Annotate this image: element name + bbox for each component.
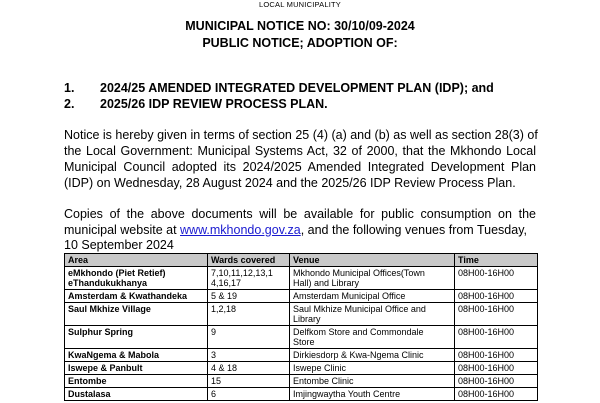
cell-venue-line: Store <box>293 337 315 347</box>
cell-area-line: Dustalasa <box>68 389 111 399</box>
table-row <box>65 375 538 388</box>
table-row <box>65 267 538 290</box>
cell-venue <box>290 375 455 388</box>
cell-wards <box>208 303 290 326</box>
cell-time <box>455 375 538 388</box>
cell-wards-line: 3 <box>211 350 217 360</box>
cell-area <box>65 388 208 401</box>
cell-time-line: 08H00-16H00 <box>458 350 515 360</box>
cell-wards <box>208 290 290 303</box>
item-1-number: 1. <box>64 81 75 95</box>
cell-venue <box>290 267 455 290</box>
cell-venue-line: Iswepe Clinic <box>293 363 347 373</box>
table-row <box>65 290 538 303</box>
cell-time <box>455 326 538 349</box>
table-row <box>65 326 538 349</box>
header-area: Area <box>65 254 208 267</box>
cell-area-line: Iswepe & Panbult <box>68 363 143 373</box>
notice-title: MUNICIPAL NOTICE NO: 30/10/09-2024 <box>185 19 415 33</box>
cell-venue-line: Amsterdam Municipal Office <box>293 291 406 301</box>
cell-area <box>65 375 208 388</box>
cell-wards-line: 5 & 19 <box>211 291 238 301</box>
cell-wards <box>208 375 290 388</box>
cell-time <box>455 388 538 401</box>
cell-wards-line: 15 <box>211 376 222 386</box>
cell-wards-line: 4,16,17 <box>211 278 242 288</box>
item-2-number: 2. <box>64 97 75 111</box>
cell-venue-line: Library <box>293 314 321 324</box>
cell-time <box>455 362 538 375</box>
cell-wards-line: 1,2,18 <box>211 304 237 314</box>
cell-area-line: Sulphur Spring <box>68 327 133 337</box>
cell-time-line: 08H00-16H00 <box>458 376 515 386</box>
paragraph-1-line-1: Notice is hereby given in terms of section 25 (4) (a) and (b) as well as section 28(3) of <box>64 128 538 142</box>
cell-venue <box>290 388 455 401</box>
cell-time <box>455 349 538 362</box>
cell-area-line: Saul Mkhize Village <box>68 304 151 314</box>
cell-area-line: KwaNgema & Mabola <box>68 350 160 360</box>
cell-wards <box>208 326 290 349</box>
header-wards: Wards covered <box>208 254 290 267</box>
cell-venue-line: Delfkom Store and Commondale <box>293 327 424 337</box>
cell-venue-line: Saul Mkhize Municipal Office and <box>293 304 426 314</box>
paragraph-1-line-2: the Local Government: Municipal Systems Act, 32 of 2000, that the Mkhondo Local <box>64 144 536 158</box>
cell-area <box>65 290 208 303</box>
cell-time-line: 08H00-16H00 <box>458 291 515 301</box>
cell-wards <box>208 388 290 401</box>
cell-wards <box>208 362 290 375</box>
cell-venue <box>290 290 455 303</box>
municipal-website-link[interactable]: www.mkhondo.gov.za <box>180 223 301 237</box>
cell-time-line: 08H00-16H00 <box>458 327 515 337</box>
header-time: Time <box>455 254 538 267</box>
cell-venue-line: Mkhondo Municipal Offices(Town <box>293 268 425 278</box>
table-row <box>65 303 538 326</box>
cell-venue-line: Dirkiesdorp & Kwa-Ngema Clinic <box>293 350 424 360</box>
item-1-text: 2024/25 AMENDED INTEGRATED DEVELOPMENT PLAN (IDP); and <box>100 81 494 95</box>
table-row <box>65 362 538 375</box>
cell-area-line: Amsterdam & Kwathandeka <box>68 291 188 301</box>
cell-time-line: 08H00-16H00 <box>458 268 515 278</box>
table-row <box>65 388 538 401</box>
table-row <box>65 349 538 362</box>
cell-time-line: 08H00-16H00 <box>458 389 515 399</box>
table-header-row <box>65 254 538 267</box>
paragraph-1-line-4: (IDP) on Wednesday, 28 August 2024 and the 2025/26 IDP Review Process Plan. <box>64 176 516 190</box>
paragraph-2-line-2-start: municipal website at <box>64 223 181 237</box>
cell-area <box>65 303 208 326</box>
item-2-text: 2025/26 IDP REVIEW PROCESS PLAN. <box>100 97 328 111</box>
cell-venue <box>290 349 455 362</box>
venues-table <box>64 253 538 401</box>
cell-area-line: eMkhondo (Piet Retief) <box>68 268 166 278</box>
notice-subtitle: PUBLIC NOTICE; ADOPTION OF: <box>202 36 398 50</box>
paragraph-1-line-3: Municipal Council adopted its 2024/2025 Amended Integrated Development Plan <box>64 160 536 174</box>
cell-time <box>455 290 538 303</box>
cell-time <box>455 267 538 290</box>
cell-time-line: 08H00-16H00 <box>458 304 515 314</box>
venues-table-body <box>65 267 538 401</box>
cell-venue-line: Entombe Clinic <box>293 376 354 386</box>
cell-time <box>455 303 538 326</box>
cell-venue <box>290 303 455 326</box>
cell-wards-line: 4 & 18 <box>211 363 238 373</box>
cell-venue <box>290 362 455 375</box>
cell-wards-line: 7,10,11,12,13,1 <box>211 268 273 278</box>
cell-wards-line: 9 <box>211 327 217 337</box>
paragraph-2-line-3: 10 September 2024 <box>64 238 174 252</box>
paragraph-2-line-2-end: , and the following venues from Tuesday, <box>300 223 527 237</box>
cell-wards <box>208 267 290 290</box>
header-venue: Venue <box>290 254 455 267</box>
cell-venue-line: Hall) and Library <box>293 278 360 288</box>
cell-wards-line: 6 <box>211 389 217 399</box>
cell-area <box>65 326 208 349</box>
municipality-header: LOCAL MUNICIPALITY <box>259 0 341 9</box>
cell-wards <box>208 349 290 362</box>
cell-area-line: Entombe <box>68 376 107 386</box>
cell-time-line: 08H00-16H00 <box>458 363 515 373</box>
cell-area <box>65 362 208 375</box>
paragraph-2-line-1: Copies of the above documents will be available for public consumption on the <box>64 207 536 221</box>
cell-venue <box>290 326 455 349</box>
cell-area <box>65 349 208 362</box>
cell-area-line: eThandukukhanya <box>68 278 148 288</box>
cell-area <box>65 267 208 290</box>
cell-venue-line: Imjingwaytha Youth Centre <box>293 389 401 399</box>
